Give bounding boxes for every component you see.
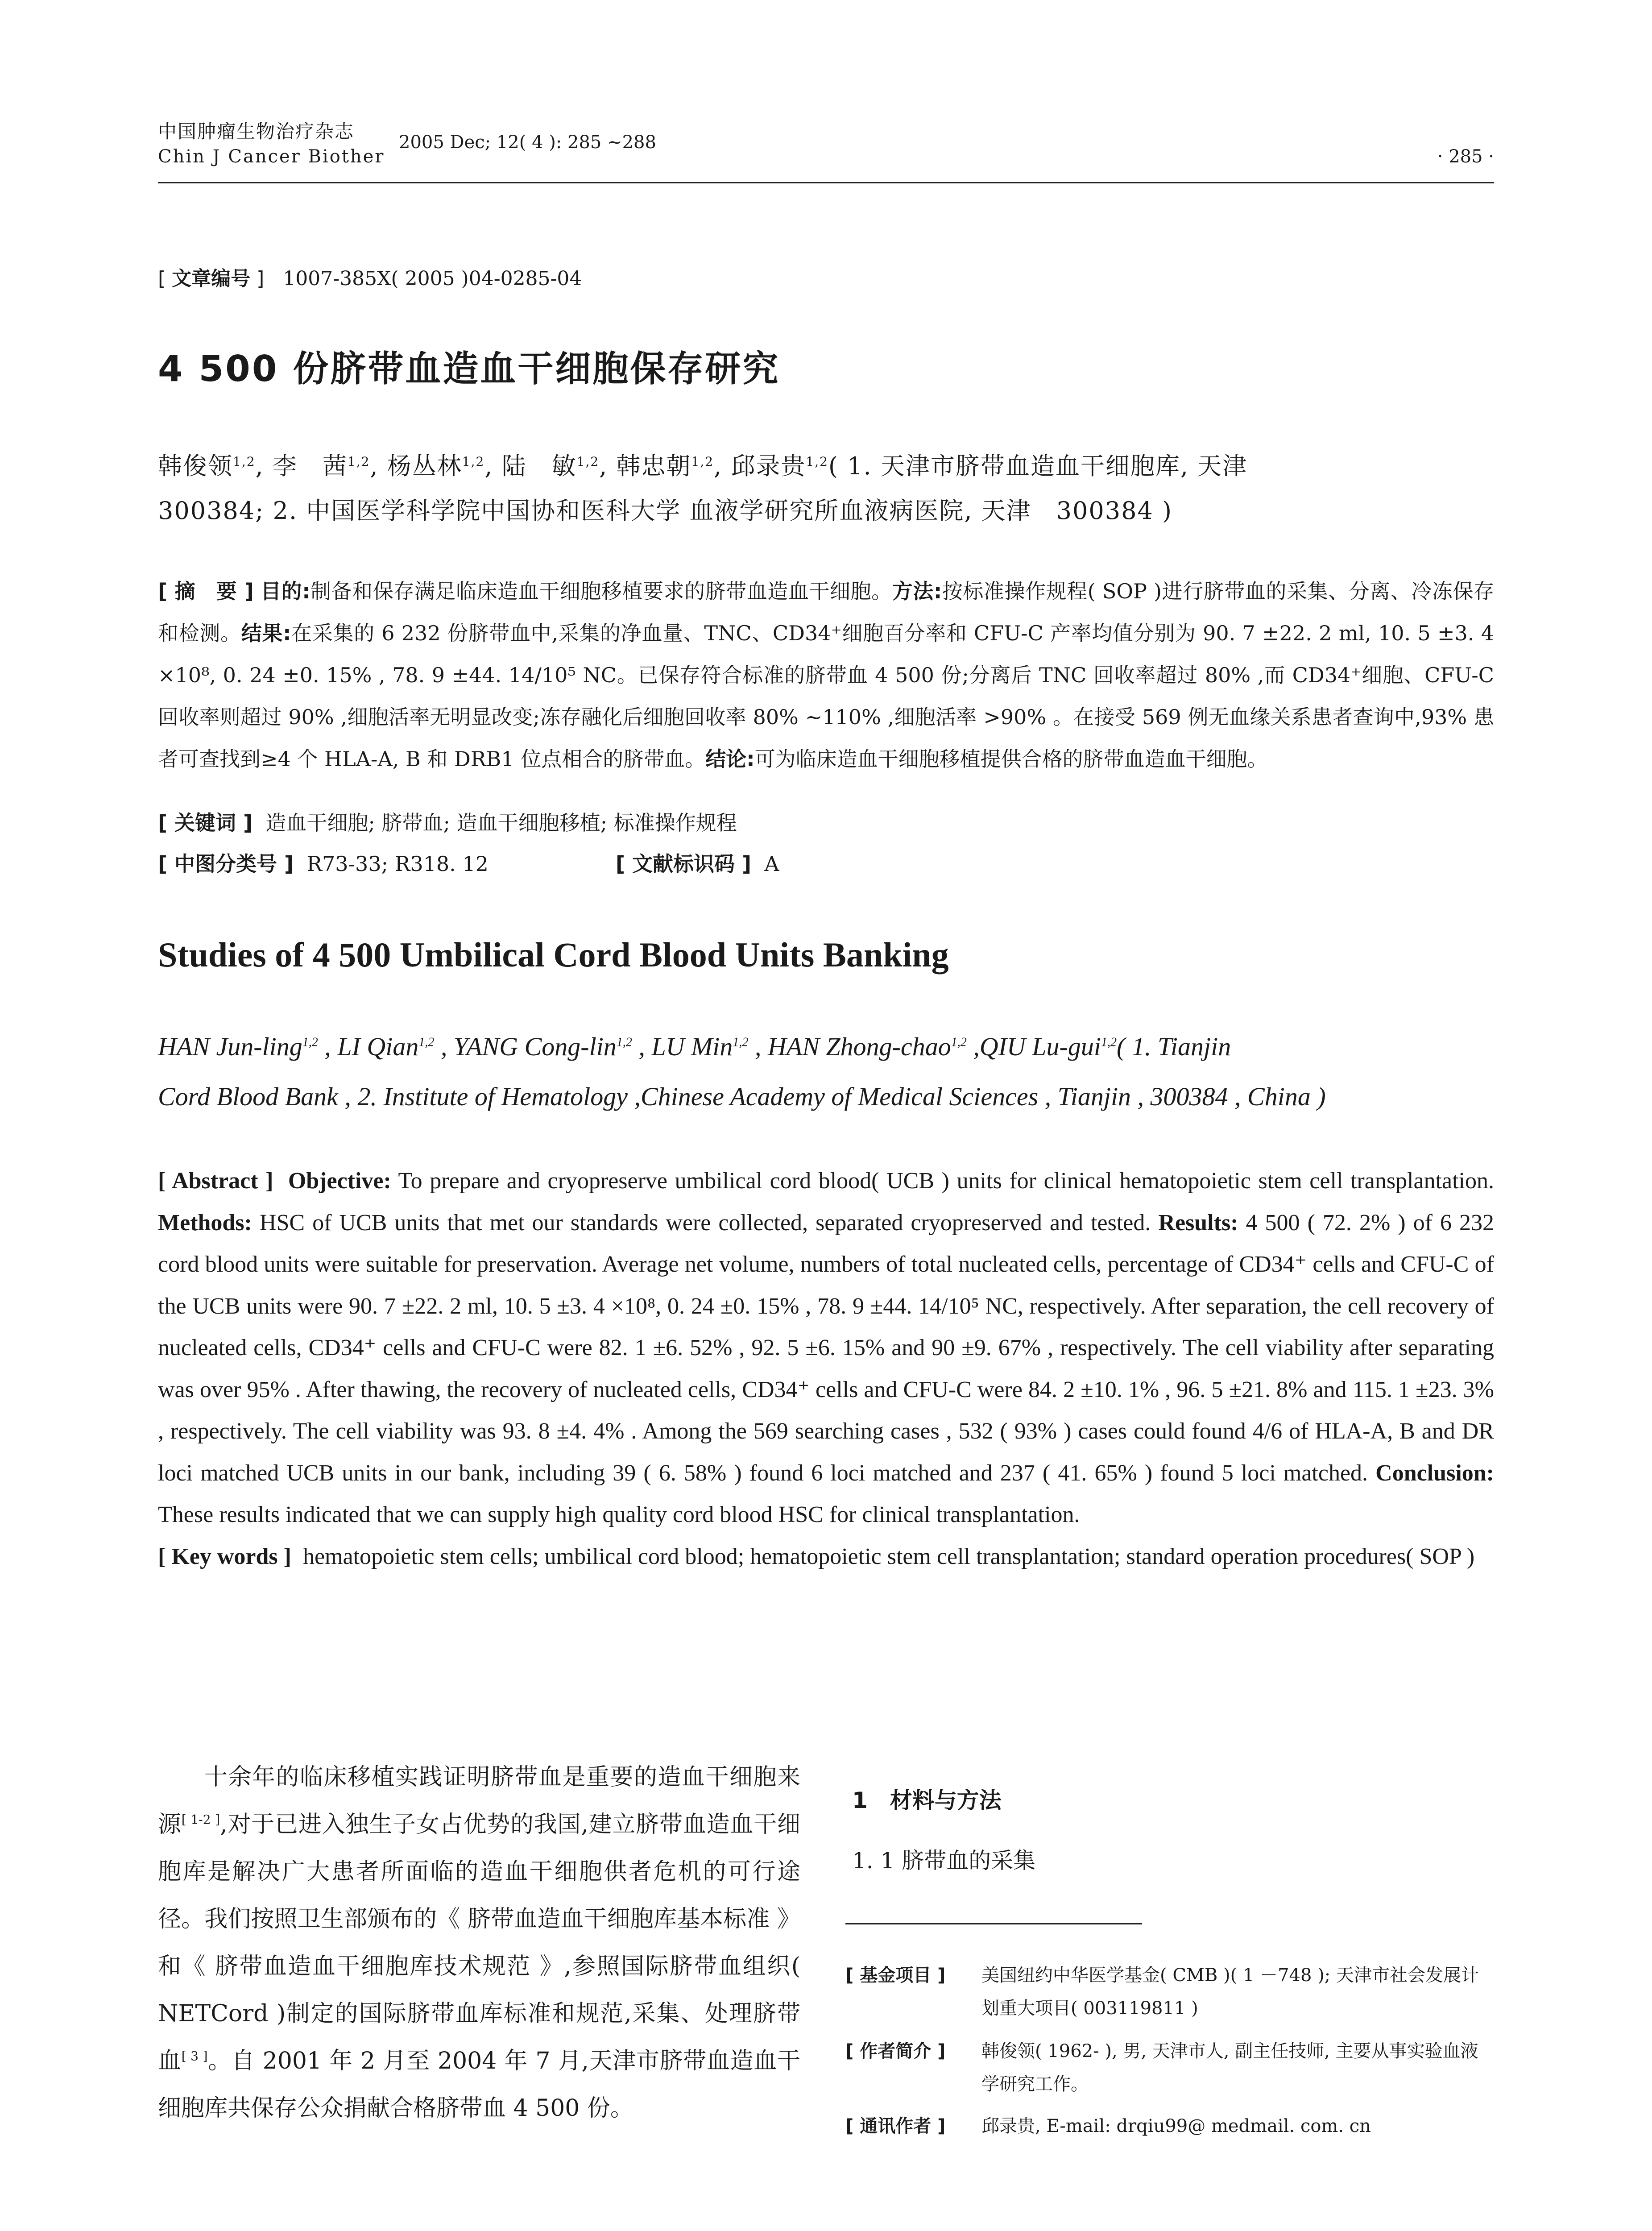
article-number: [ 文章编号 ] 1007-385X( 2005 )04-0285-04 — [158, 267, 582, 290]
author: 韩忠朝 — [616, 452, 691, 480]
author: 李 茜 — [272, 452, 348, 480]
journal-name-en: Chin J Cancer Biother — [158, 146, 385, 167]
classification-cn: [ 中图分类号 ] R73-33; R318. 12 — [158, 852, 489, 876]
keywords-label-cn: 关键词 — [174, 811, 236, 835]
keywords-cn: [ 关键词 ] 造血干细胞; 脐带血; 造血干细胞移植; 标准操作规程 — [158, 811, 737, 835]
author: 韩俊领 — [158, 452, 233, 480]
header-divider — [158, 182, 1494, 183]
author: 杨丛林 — [387, 452, 462, 480]
classification-code: R73-33; R318. 12 — [306, 852, 489, 876]
abstract-label-en: Abstract — [172, 1168, 258, 1194]
authors-en: HAN Jun-ling$^{1,2}$ , LI Qian$^{1,2}$ , YANG Cong-lin$^{1,2}$ , LU Min$^{1,2}$ , HAN Zhong-chao$^{1,2}$ ,QIU Lu-gui$^{1,2}$( 1. Tianjin Cord Blood Bank , 2. Institute of Hematology ,Chinese Academy of Medical Sciences , Tianjin , 300384 , China ) — [158, 1032, 1326, 1111]
authors-cn: 韩俊领$^{1,2}$, 李 茜$^{1,2}$, 杨丛林$^{1,2}$, 陆 敏$^{1,2}$, 韩忠朝$^{1,2}$, 邱录贵$^{1,2}$( 1. 天津市脐带血造血干细胞库, 天津 300384; 2. 中国医学科学院中国协和医科大学 血液学研究所血液病医院, 天津 300384 ) — [158, 452, 1248, 525]
abstract-en: [ Abstract ] Objective: To prepare and cryopreserve umbilical cord blood( UCB ) units for clinical hematopoietic stem cell transplantation. Methods: HSC of UCB units that met our standards were collected, separated cryopreserved and tested. Results: 4 500 ( 72. 2% ) of 6 232 cord blood units were suitable for preservation. Average net volume, numbers of total nucleated cells, percentage of CD34⁺ cells and CFU-C of the UCB units were 90. 7 ±22. 2 ml, 10. 5 ±3. 4 ×10⁸, 0. 24 ±0. 15% , 78. 9 ±44. 14/10⁵ NC, respectively. After separation, the cell recovery of nucleated cells, CD34⁺ cells and CFU-C were 82. 1 ±6. 52% , 92. 5 ±6. 15% and 90 ±9. 67% , respectively. The cell viability after separating was over 95% . After thawing, the recovery of nucleated cells, CD34⁺ cells and CFU-C were 84. 2 ±10. 1% , 96. 5 ±21. 8% and 115. 1 ±23. 3% , respectively. The cell viability was 93. 8 ±4. 4% . Among the 569 searching cases , 532 ( 93% ) cases could found 4/6 of HLA-A, B and DR loci matched UCB units in our bank, including 39 ( 6. 58% ) found 6 loci matched and 237 ( 41. 65% ) found 5 loci matched. Conclusion: These results indicated that we can supply high quality cord blood HSC for clinical transplantation. [ Key words ] hematopoietic stem cells; umbilical cord blood; hematopoietic stem cell transplantation; standard operation procedures( SOP ) — [158, 1168, 1495, 1569]
section-heading: 1 材料与方法 — [852, 1787, 1002, 1813]
title-cn: 4 500 份脐带血造血干细胞保存研究 — [158, 348, 780, 390]
abstract-label-cn: 摘 要 — [174, 579, 237, 603]
affiliation-en: Cord Blood Bank , 2. Institute of Hematology ,Chinese Academy of Medical Sciences , Tianjin , 300384 , China ) — [158, 1082, 1326, 1111]
citation: [ 1-2 ] — [181, 1812, 220, 1827]
article-number-label: 文章编号 — [172, 267, 251, 290]
footnote-contact: [ 通讯作者 ] 邱录贵, E-mail: drqiu99@ medmail. com. cn — [845, 2116, 1371, 2136]
author: 邱录贵 — [731, 452, 806, 480]
page-number: · 285 · — [1437, 146, 1494, 167]
keywords-en: hematopoietic stem cells; umbilical cord blood; hematopoietic stem cell transplantation; standard operation procedures( SOP ) — [302, 1543, 1475, 1569]
article-number-value: 1007-385X( 2005 )04-0285-04 — [283, 267, 582, 290]
affiliation: ( 1. 天津市脐带血造血干细胞库, 天津 — [828, 452, 1248, 480]
journal-name-cn: 中国肿瘤生物治疗杂志 — [158, 120, 355, 142]
abstract-cn: [ 摘 要 ] 目的:制备和保存满足临床造血干细胞移植要求的脐带血造血干细胞。方法:按标准操作规程( SOP )进行脐带血的采集、分离、冷冻保存和检测。结果:在采集的 6 232 份脐带血中,采集的净血量、TNC、CD34⁺细胞百分率和 CFU-C 产率均值分别为 90. 7 ±22. 2 ml, 10. 5 ±3. 4 ×10⁸, 0. 24 ±0. 15% , 78. 9 ±44. 14/10⁵ NC。已保存符合标准的脐带血 4 500 份;分离后 TNC 回收率超过 80% ,而 CD34⁺细胞、CFU-C 回收率则超过 90% ,细胞活率无明显改变;冻存融化后细胞回收率 80% ~110% ,细胞活率 >90% 。在接受 569 例无血缘关系患者查询中,93% 患者可查找到≥4 个 HLA-A, B 和 DRB1 位点相合的脐带血。结论:可为临床造血干细胞移植提供合格的脐带血造血干细胞。 — [158, 579, 1495, 771]
subsection-heading: 1. 1 脐带血的采集 — [852, 1848, 1036, 1874]
footnote-fund: [ 基金项目 ] 美国纽约中华医学基金( CMB )( 1 －748 ); 天津市社会发展计划重大项目( 003119811 ) — [845, 1965, 1479, 2019]
journal-volume: 2005 Dec; 12( 4 ): 285 ~288 — [399, 132, 656, 153]
title-en: Studies of 4 500 Umbilical Cord Blood Units Banking — [158, 935, 949, 974]
affiliation: 300384; 2. 中国医学科学院中国协和医科大学 血液学研究所血液病医院, 天津 300384 ) — [158, 497, 1173, 525]
footnote-author: [ 作者简介 ] 韩俊领( 1962- ), 男, 天津市人, 副主任技师, 主要从事实验血液学研究工作。 — [845, 2041, 1478, 2094]
keywords-label-en: Key words — [171, 1543, 278, 1569]
citation: [ 3 ] — [181, 2049, 208, 2064]
intro-paragraph: 十余年的临床移植实践证明脐带血是重要的造血干细胞来源[ 1-2 ],对于已进入独生子女占优势的我国,建立脐带血造血干细胞库是解决广大患者所面临的造血干细胞供者危机的可行途径。我们按照卫生部颁布的《 脐带血造血干细胞库基本标准 》和《 脐带血造血干细胞库技术规范 》,参照国际脐带血组织( NETCord )制定的国际脐带血库标准和规范,采集、处理脐带血[ 3 ]。自 2001 年 2 月至 2004 年 7 月,天津市脐带血造血干细胞库共保存公众捐献合格脐带血 4 500 份。 — [158, 1764, 801, 2122]
document-code: [ 文献标识码 ] A — [616, 852, 779, 876]
author: 陆 敏 — [501, 452, 577, 480]
footnote-divider — [845, 1923, 1142, 1924]
